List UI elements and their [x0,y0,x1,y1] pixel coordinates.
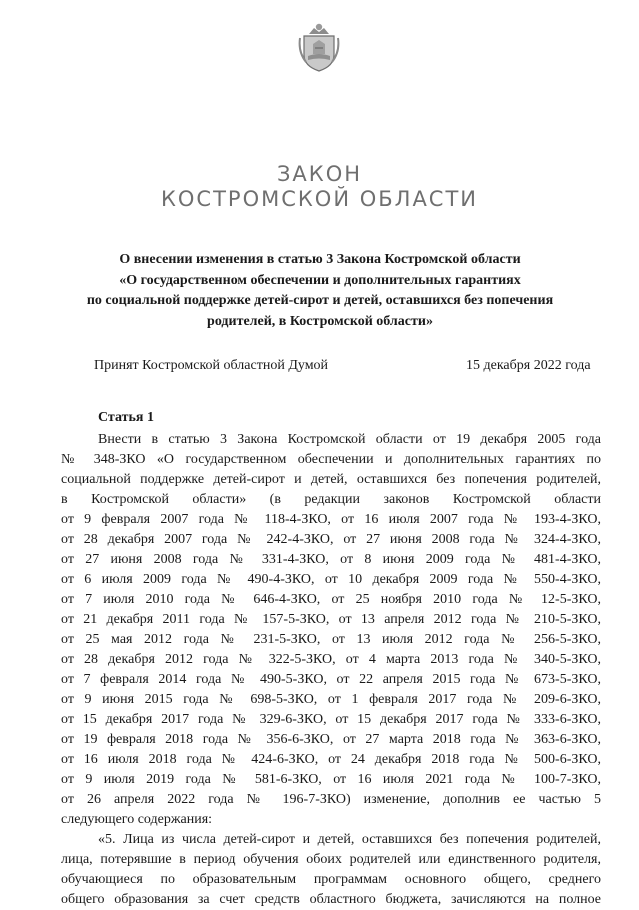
paragraph-line: от 28 декабря 2012 года № 322-5-ЗКО, от 4 марта 2013 года № 340-5-ЗКО, [61,652,601,667]
heading-line: родителей, в Костромской области» [207,313,433,329]
heading-line: по социальной поддержке детей-сирот и детей, оставшихся без попечения [86,293,554,308]
paragraph-line: от 19 февраля 2018 года № 356-6-ЗКО, от 27 марта 2018 года № 363-6-ЗКО, [61,732,601,747]
paragraph-line: Внести в статью 3 Закона Костромской области от 19 декабря 2005 года [98,432,601,447]
heading-line: О внесении изменения в статью 3 Закона Костромской области [119,252,521,267]
paragraph-line: от 16 июля 2018 года № 424-6-ЗКО, от 24 декабря 2018 года № 500-6-ЗКО, [61,752,601,767]
paragraph-line: от 26 апреля 2022 года № 196-7-ЗКО) изменение, дополнив ее частью 5 [61,792,601,807]
heading-line: «О государственном обеспечении и дополнительных гарантиях [119,272,521,288]
paragraph-line: от 9 февраля 2007 года № 118-4-ЗКО, от 16 июля 2007 года № 193-4-ЗКО, [61,512,601,527]
paragraph-line: общего образования за счет средств областного бюджета, зачисляются на полное [61,892,601,907]
article-title: Статья 1 [98,410,154,425]
paragraph-line: «5. Лица из числа детей-сирот и детей, оставшихся без попечения родителей, [98,832,601,847]
paragraph-line: следующего содержания: [61,812,213,827]
coat-of-arms-icon [298,22,340,72]
law-heading [60,250,580,332]
paragraph-line: от 7 февраля 2014 года № 490-5-ЗКО, от 22 апреля 2015 года № 673-5-ЗКО, [61,672,601,687]
paragraph-line: от 15 декабря 2017 года № 329-6-ЗКО, от 15 декабря 2017 года № 333-6-ЗКО, [61,712,601,727]
paragraph-line: от 7 июля 2010 года № 646-4-ЗКО, от 25 ноября 2010 года № 12-5-ЗКО, [61,592,601,607]
paragraph-line: от 28 декабря 2007 года № 242-4-ЗКО, от 27 июня 2008 года № 324-4-ЗКО, [61,532,601,547]
paragraph-line: обучающиеся по образовательным программам основного общего, среднего [61,872,601,887]
adopted-by-label: Принят Костромской областной Думой [94,358,329,373]
paragraph-line: от 9 июля 2019 года № 581-6-ЗКО, от 16 июля 2021 года № 100-7-ЗКО, [61,772,601,787]
paragraph-line: от 21 декабря 2011 года № 157-5-ЗКО, от 13 апреля 2012 года № 210-5-ЗКО, [61,612,601,627]
paragraph-line: от 27 июня 2008 года № 331-4-ЗКО, от 8 июня 2009 года № 481-4-ЗКО, [61,552,601,567]
paragraph-line: лица, потерявшие в период обучения обоих родителей или единственного родителя, [61,852,601,867]
article-body [61,430,601,910]
paragraph-line: в Костромской области» (в редакции законов Костромской области [61,492,601,507]
paragraph-line: от 25 мая 2012 года № 231-5-ЗКО, от 13 июля 2012 года № 256-5-ЗКО, [61,632,601,647]
paragraph-line: № 348-ЗКО «О государственном обеспечении и дополнительных гарантиях по [61,452,601,467]
law-title-line-1: ЗАКОН [276,162,363,186]
law-title-line-2: КОСТРОМСКОЙ ОБЛАСТИ [160,187,479,211]
paragraph-line: социальной поддержке детей-сирот и детей, оставшихся без попечения родителей, [61,472,601,487]
adoption-date: 15 декабря 2022 года [466,358,591,373]
paragraph-line: от 9 июня 2015 года № 698-5-ЗКО, от 1 февраля 2017 года № 209-6-ЗКО, [61,692,601,707]
paragraph-line: от 6 июля 2009 года № 490-4-ЗКО, от 10 декабря 2009 года № 550-4-ЗКО, [61,572,601,587]
